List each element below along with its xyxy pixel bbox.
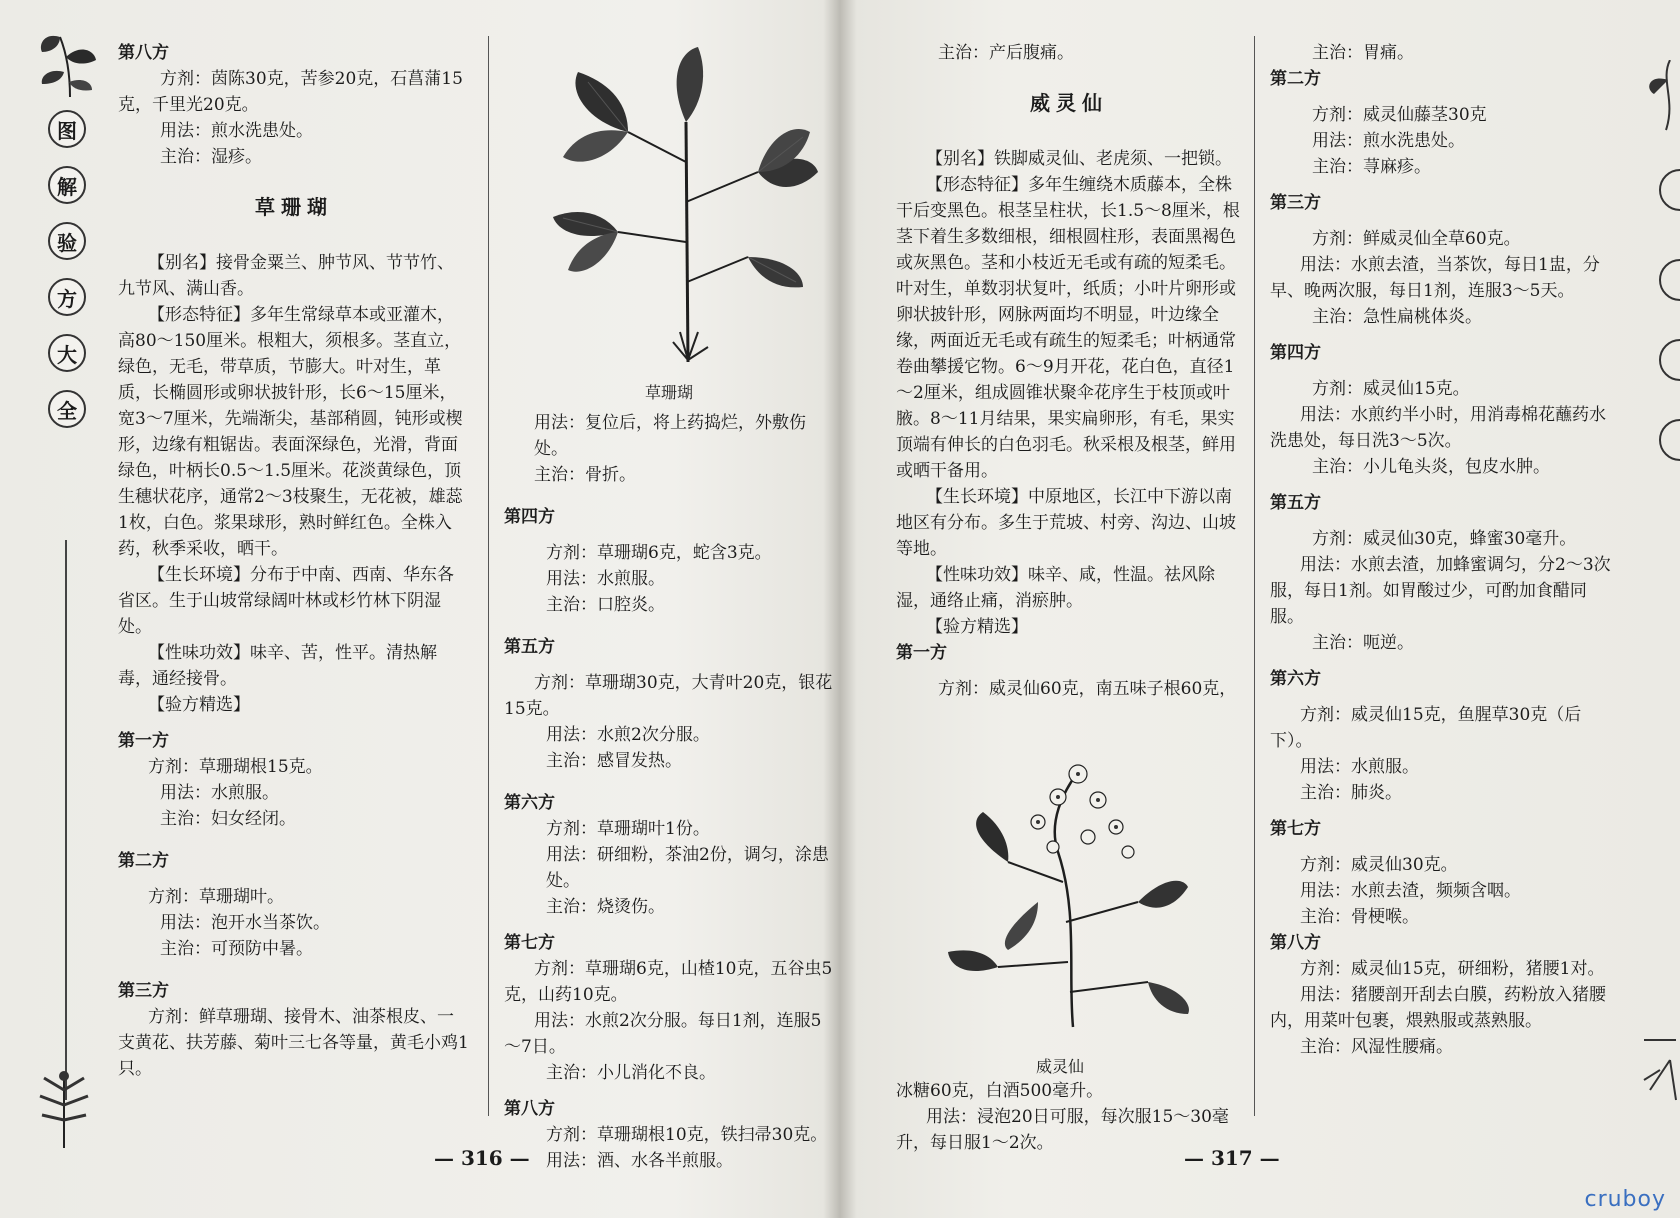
formula-indication: 主治：胃痛。 bbox=[1312, 43, 1414, 63]
entry-selected-formulas: 【验方精选】 bbox=[148, 695, 250, 715]
formula-indication: 主治：湿疹。 bbox=[160, 147, 262, 167]
sidebar-char: 图 bbox=[48, 110, 86, 148]
corner-plant-bottom-illustration bbox=[24, 1060, 104, 1150]
book-title-sidebar bbox=[48, 110, 88, 446]
formula-indication: 主治：风湿性腰痛。 bbox=[1300, 1037, 1453, 1057]
formula-indication: 主治：肺炎。 bbox=[1300, 783, 1402, 803]
formula-prescription-cont: 冰糖60克，白酒500毫升。 bbox=[896, 1081, 1104, 1101]
formula-usage: 用法：水煎服。 bbox=[546, 569, 665, 589]
formula-indication: 主治：骨折。 bbox=[534, 465, 636, 485]
formula-prescription: 方剂：草珊瑚叶1份。 bbox=[546, 819, 710, 839]
sidebar-rule bbox=[65, 540, 67, 1100]
formula-prescription: 方剂：鲜草珊瑚、接骨木、油茶根皮、一支黄花、扶芳藤、菊叶三七各等量，黄毛小鸡1只。 bbox=[118, 1007, 469, 1079]
formula-prescription: 方剂：威灵仙15克，鱼腥草30克（后下）。 bbox=[1270, 705, 1582, 751]
entry-alias: 【别名】接骨金粟兰、肿节风、节节竹、九节风、满山香。 bbox=[118, 253, 454, 299]
formula-usage: 用法：水煎去渣，加蜂蜜调匀，分2～3次服，每日1剂。如胃酸过少，可酌加食醋同服。 bbox=[1270, 555, 1611, 627]
formula-prescription: 方剂：草珊瑚6克，蛇含3克。 bbox=[546, 543, 772, 563]
formula-usage: 用法：水煎2次分服。 bbox=[546, 725, 710, 745]
right-column-1 bbox=[896, 40, 1242, 702]
formula-usage: 用法：研细粉，茶油2份，调匀，涂患处。 bbox=[546, 845, 829, 891]
formula-prescription: 方剂：草珊瑚根15克。 bbox=[148, 757, 323, 777]
formula-prescription: 方剂：草珊瑚30克，大青叶20克，银花15克。 bbox=[504, 673, 833, 719]
formula-heading: 第八方 bbox=[1270, 933, 1321, 953]
page-number: — 316 — bbox=[434, 1146, 530, 1170]
formula-usage: 用法：猪腰剖开刮去白膜，药粉放入猪腰内，用菜叶包裹，煨熟服或蒸熟服。 bbox=[1270, 985, 1606, 1031]
formula-heading: 第五方 bbox=[1270, 493, 1321, 513]
formula-prescription: 方剂：草珊瑚根10克，铁扫帚30克。 bbox=[546, 1125, 828, 1145]
formula-heading: 第八方 bbox=[504, 1099, 555, 1119]
watermark-text: cruboy bbox=[1584, 1187, 1666, 1212]
formula-usage: 用法：浸泡20日可服，每次服15～30毫升，每日服1～2次。 bbox=[896, 1107, 1229, 1153]
formula-usage: 用法：水煎2次分服。每日1剂，连服5～7日。 bbox=[504, 1011, 822, 1057]
left-column-1 bbox=[118, 40, 470, 1082]
formula-prescription: 方剂：威灵仙60克，南五味子根60克， bbox=[938, 679, 1237, 699]
formula-prescription: 方剂：威灵仙藤茎30克 bbox=[1312, 105, 1487, 125]
formula-usage: 用法：水煎约半小时，用消毒棉花蘸药水洗患处，每日洗3～5次。 bbox=[1270, 405, 1606, 451]
formula-heading: 第六方 bbox=[1270, 669, 1321, 689]
formula-indication: 主治：荨麻疹。 bbox=[1312, 157, 1431, 177]
formula-prescription: 方剂：草珊瑚叶。 bbox=[148, 887, 284, 907]
formula-prescription-cont: 克，千里光20克。 bbox=[118, 95, 259, 115]
formula-heading: 第一方 bbox=[896, 643, 947, 663]
formula-indication: 主治：口腔炎。 bbox=[546, 595, 665, 615]
formula-usage: 用法：复位后，将上药捣烂，外敷伤处。 bbox=[534, 413, 806, 459]
illustration-caption: 威灵仙 bbox=[1036, 1057, 1085, 1076]
formula-prescription: 方剂：鲜威灵仙全草60克。 bbox=[1312, 229, 1521, 249]
formula-heading: 第七方 bbox=[1270, 819, 1321, 839]
formula-indication: 主治：妇女经闭。 bbox=[160, 809, 296, 829]
formula-heading: 第七方 bbox=[504, 933, 555, 953]
entry-morphology: 【形态特征】多年生常绿草本或亚灌木，高80～150厘米。根粗大，须根多。茎直立，绿色，无毛，带草质，节膨大。叶对生，革质，长椭圆形或卵状披针形，长6～15厘米，宽3～7厘米，先端渐尖，基部稍圆，钝形或楔形，边缘有粗锯齿。表面深绿色，光滑，背面绿色，叶柄长0.5～1.5厘米。花淡黄绿色，顶生穗状花序，通常2～3枝聚生，无花被，雄蕊1枚，白色。浆果球形，熟时鲜红色。全株入药，秋季采收，晒干。 bbox=[118, 305, 463, 559]
formula-usage: 用法：水煎服。 bbox=[160, 783, 279, 803]
formula-usage: 用法：水煎服。 bbox=[1300, 757, 1419, 777]
formula-heading: 第四方 bbox=[1270, 343, 1321, 363]
formula-heading: 第六方 bbox=[504, 793, 555, 813]
formula-indication: 主治：产后腹痛。 bbox=[938, 43, 1074, 63]
chloranthus-plant-illustration bbox=[548, 42, 828, 372]
formula-indication: 主治：小儿消化不良。 bbox=[546, 1063, 716, 1083]
entry-properties: 【性味功效】味辛、苦，性平。清热解毒，通经接骨。 bbox=[118, 643, 437, 689]
edge-plant-illustration bbox=[1640, 60, 1680, 1160]
page-317 bbox=[840, 0, 1680, 1218]
column-divider bbox=[488, 36, 489, 1116]
right-column-2 bbox=[1270, 40, 1618, 1060]
sidebar-char: 验 bbox=[48, 222, 86, 260]
corner-plant-top-illustration bbox=[30, 22, 110, 102]
column-divider bbox=[1254, 36, 1255, 1116]
sidebar-char: 解 bbox=[48, 166, 86, 204]
formula-prescription: 方剂：威灵仙30克。 bbox=[1300, 855, 1458, 875]
formula-usage: 用法：水煎去渣，当茶饮，每日1盅，分早、晚两次服，每日1剂，连服3～5天。 bbox=[1270, 255, 1600, 301]
clematis-plant-illustration bbox=[938, 752, 1208, 1032]
formula-indication: 主治：小儿龟头炎，包皮水肿。 bbox=[1312, 457, 1550, 477]
formula-prescription: 方剂：茵陈30克，苦参20克，石菖蒲15 bbox=[160, 69, 463, 89]
formula-heading: 第一方 bbox=[118, 731, 169, 751]
formula-indication: 主治：可预防中暑。 bbox=[160, 939, 313, 959]
entry-title: 威灵仙 bbox=[1030, 91, 1108, 115]
sidebar-char: 大 bbox=[48, 334, 86, 372]
formula-heading: 第三方 bbox=[1270, 193, 1321, 213]
formula-indication: 主治：感冒发热。 bbox=[546, 751, 682, 771]
formula-usage: 用法：泡开水当茶饮。 bbox=[160, 913, 330, 933]
formula-prescription: 方剂：草珊瑚6克，山楂10克，五谷虫5克，山药10克。 bbox=[504, 959, 833, 1005]
formula-indication: 主治：骨梗喉。 bbox=[1300, 907, 1419, 927]
formula-usage: 用法：酒、水各半煎服。 bbox=[546, 1151, 733, 1171]
formula-indication: 主治：呃逆。 bbox=[1312, 633, 1414, 653]
page-number: — 317 — bbox=[1184, 1146, 1280, 1170]
entry-habitat: 【生长环境】中原地区，长江中下游以南地区有分布。多生于荒坡、村旁、沟边、山坡等地。 bbox=[896, 487, 1236, 559]
entry-habitat: 【生长环境】分布于中南、西南、华东各省区。生于山坡常绿阔叶林或杉竹林下阴湿处。 bbox=[118, 565, 454, 637]
formula-heading: 第八方 bbox=[118, 43, 169, 63]
formula-prescription: 方剂：威灵仙15克，研细粉，猪腰1对。 bbox=[1300, 959, 1605, 979]
left-column-2 bbox=[504, 380, 834, 1174]
entry-alias: 【别名】铁脚威灵仙、老虎须、一把锁。 bbox=[926, 149, 1232, 169]
entry-properties: 【性味功效】味辛、咸，性温。祛风除湿，通络止痛，消瘀肿。 bbox=[896, 565, 1215, 611]
formula-indication: 主治：烧烫伤。 bbox=[546, 897, 665, 917]
formula-usage: 用法：煎水洗患处。 bbox=[160, 121, 313, 141]
sidebar-char: 全 bbox=[48, 390, 86, 428]
entry-title: 草珊瑚 bbox=[255, 195, 333, 219]
formula-heading: 第五方 bbox=[504, 637, 555, 657]
formula-heading: 第四方 bbox=[504, 507, 555, 527]
entry-selected-formulas: 【验方精选】 bbox=[926, 617, 1028, 637]
formula-usage: 用法：水煎去渣，频频含咽。 bbox=[1300, 881, 1521, 901]
formula-heading: 第三方 bbox=[118, 981, 169, 1001]
sidebar-char: 方 bbox=[48, 278, 86, 316]
right-column-1-continued bbox=[896, 1078, 1242, 1156]
formula-usage: 用法：煎水洗患处。 bbox=[1312, 131, 1465, 151]
formula-prescription: 方剂：威灵仙30克，蜂蜜30毫升。 bbox=[1312, 529, 1577, 549]
formula-heading: 第二方 bbox=[1270, 69, 1321, 89]
formula-indication: 主治：急性扁桃体炎。 bbox=[1312, 307, 1482, 327]
formula-prescription: 方剂：威灵仙15克。 bbox=[1312, 379, 1470, 399]
illustration-caption: 草珊瑚 bbox=[644, 383, 693, 402]
formula-heading: 第二方 bbox=[118, 851, 169, 871]
entry-morphology: 【形态特征】多年生缠绕木质藤本，全株干后变黑色。根茎呈柱状，长1.5～8厘米，根茎下着生多数细根，细根圆柱形，表面黑褐色或灰黑色。茎和小枝近无毛或有疏的短柔毛。叶对生，单数羽状复叶，纸质；小叶片卵形或卵状披针形，网脉两面均不明显，叶边缘全缘，两面近无毛或有疏生的短柔毛；叶柄通常卷曲攀援它物。6～9月开花，花白色，直径1～2厘米，组成圆锥状聚伞花序生于枝顶或叶腋。8～11月结果，果实扁卵形，有毛，果实顶端有伸长的白色羽毛。秋采根及根茎，鲜用或晒干备用。 bbox=[896, 175, 1240, 481]
